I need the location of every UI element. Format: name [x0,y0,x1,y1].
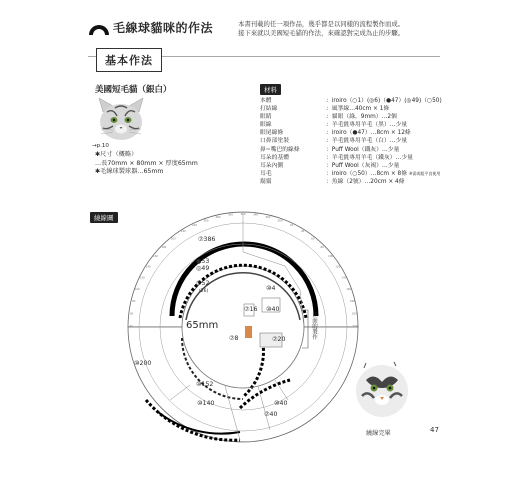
material-note: ※需或粗平良使用 [409,170,441,176]
label-40r: ⑩40 [266,306,280,313]
intro-line-1: 本書刊載的任一項作品，幾乎都是以同樣的流程製作而成。 [238,20,405,28]
material-value: ：iroiro（○1）(◎6)（●47）(◎49)（○50) [326,98,442,104]
material-value: ：iroiro（○50）…8cm × 8條 [326,170,407,177]
material-value: ：貓眼（綠，9mm）…2個 [326,114,397,121]
tick-label: 220 [180,230,186,234]
tick-label: 280 [215,215,221,219]
tick-label: 140 [145,265,151,269]
label-8: ⑦8 [229,335,239,342]
label-49: ◎49 [196,265,210,272]
diagram-center-label: 65mm [186,320,219,331]
size-value: …長70mm × 80mm × 厚度65mm [95,159,198,167]
tool-value: ✱毛線球製球器…65mm [95,168,164,176]
label-53: ●53 [196,258,210,265]
diagram-side-label: 正面的製作 [311,312,317,340]
label-152: ⑩152 [196,381,214,388]
label-140: ⑩140 [197,400,215,407]
materials-tag: 材料 [260,84,281,95]
tick-label: 220 [352,325,358,328]
tick-label: 380 [277,219,283,223]
tick-label: 40 [300,230,305,234]
label-52b: (26) [199,289,209,294]
label-20: ⑦20 [272,336,286,343]
tick-label: 100 [328,255,334,259]
tick-label: 260 [203,219,209,223]
pompom-photo [352,360,412,420]
material-value: ：Puff Wool（鐵灰）…少量 [326,146,400,153]
material-label: 鬍鬚 [260,178,272,185]
tick-label: 240 [191,224,197,228]
tick-label: 300 [228,213,233,217]
material-label: 耳朵內側 [260,162,284,169]
label-40c: ⑦40 [264,411,278,418]
diagram-tag: 繞線圖 [90,212,118,223]
material-label: 眼尾線條 [260,130,284,137]
tick-label: 80 [132,300,136,304]
label-4: ⑩4 [266,285,276,292]
tick-label: 40 [129,325,133,328]
tick-label: 120 [139,276,145,280]
tick-label: 160 [152,255,158,259]
tick-label: 200 [170,237,176,241]
material-value: ：iroiro（●47）…8cm × 12條 [326,130,411,137]
material-label: 耳毛 [260,170,272,177]
label-40b: ⑩40 [274,400,288,407]
material-label: 打結線 [260,106,278,113]
cat-page-ref: →p.10 [92,143,109,149]
material-value: ：羊毛氈專用羊毛（白）…少量 [326,138,408,145]
tick-label: 160 [346,288,352,291]
tick-label: 180 [161,245,167,249]
tick-label: 60 [311,237,315,241]
label-52: ⑦52 [196,280,210,287]
material-label: 本體 [260,98,272,104]
material-label: 眼睛 [260,114,272,121]
tick-label: 340 [253,213,258,217]
lower-arch [128,327,358,442]
orange-eye-marker [245,326,252,338]
material-label: 口鼻部塗裝 [260,138,289,145]
tick-label: 60 [130,312,134,316]
material-label: 眼線 [260,122,272,129]
label-386: ⑦386 [198,236,216,243]
tick-label: 320 [240,213,246,216]
material-value: ：Puff Wool（灰褐）…少量 [326,162,400,169]
tick-label: 200 [351,312,357,316]
tick-label: 140 [341,276,347,280]
cat-name: 美國短毛貓（銀白） [95,85,172,95]
label-16: ⑦16 [244,306,258,313]
photo-caption: 繞線完畢 [366,430,391,437]
tick-label: 100 [134,288,140,291]
tick-label: 80 [320,245,324,249]
material-value: ：風箏線…40cm × 1條 [326,106,390,113]
intro-line-2: 接下來就以美國短毛貓的作法，來確認對完成為止的步驟。 [238,29,405,37]
material-value: ：羊毛氈專用羊毛（黑）…少量 [326,122,408,129]
page-number: 47 [430,426,439,434]
label-200: ⑩200 [134,360,152,367]
material-value: ：魚線（2號）…20cm × 4條 [326,178,405,185]
tick-label: 120 [335,265,341,269]
size-label: ✱尺寸（概略） [95,151,138,158]
tick-label: 180 [349,300,355,304]
page-title: 毛線球貓咪的作法 [113,21,214,35]
material-value: ：羊毛氈專用羊毛（鐵灰）…少量 [326,154,413,161]
tick-label: 20 [289,224,294,228]
tick-label: 360 [265,215,271,219]
material-label: 耳朵的基體 [260,154,289,161]
material-label: 鼻~嘴巴的線條 [260,146,300,153]
section-title: 基本作法 [96,48,162,72]
